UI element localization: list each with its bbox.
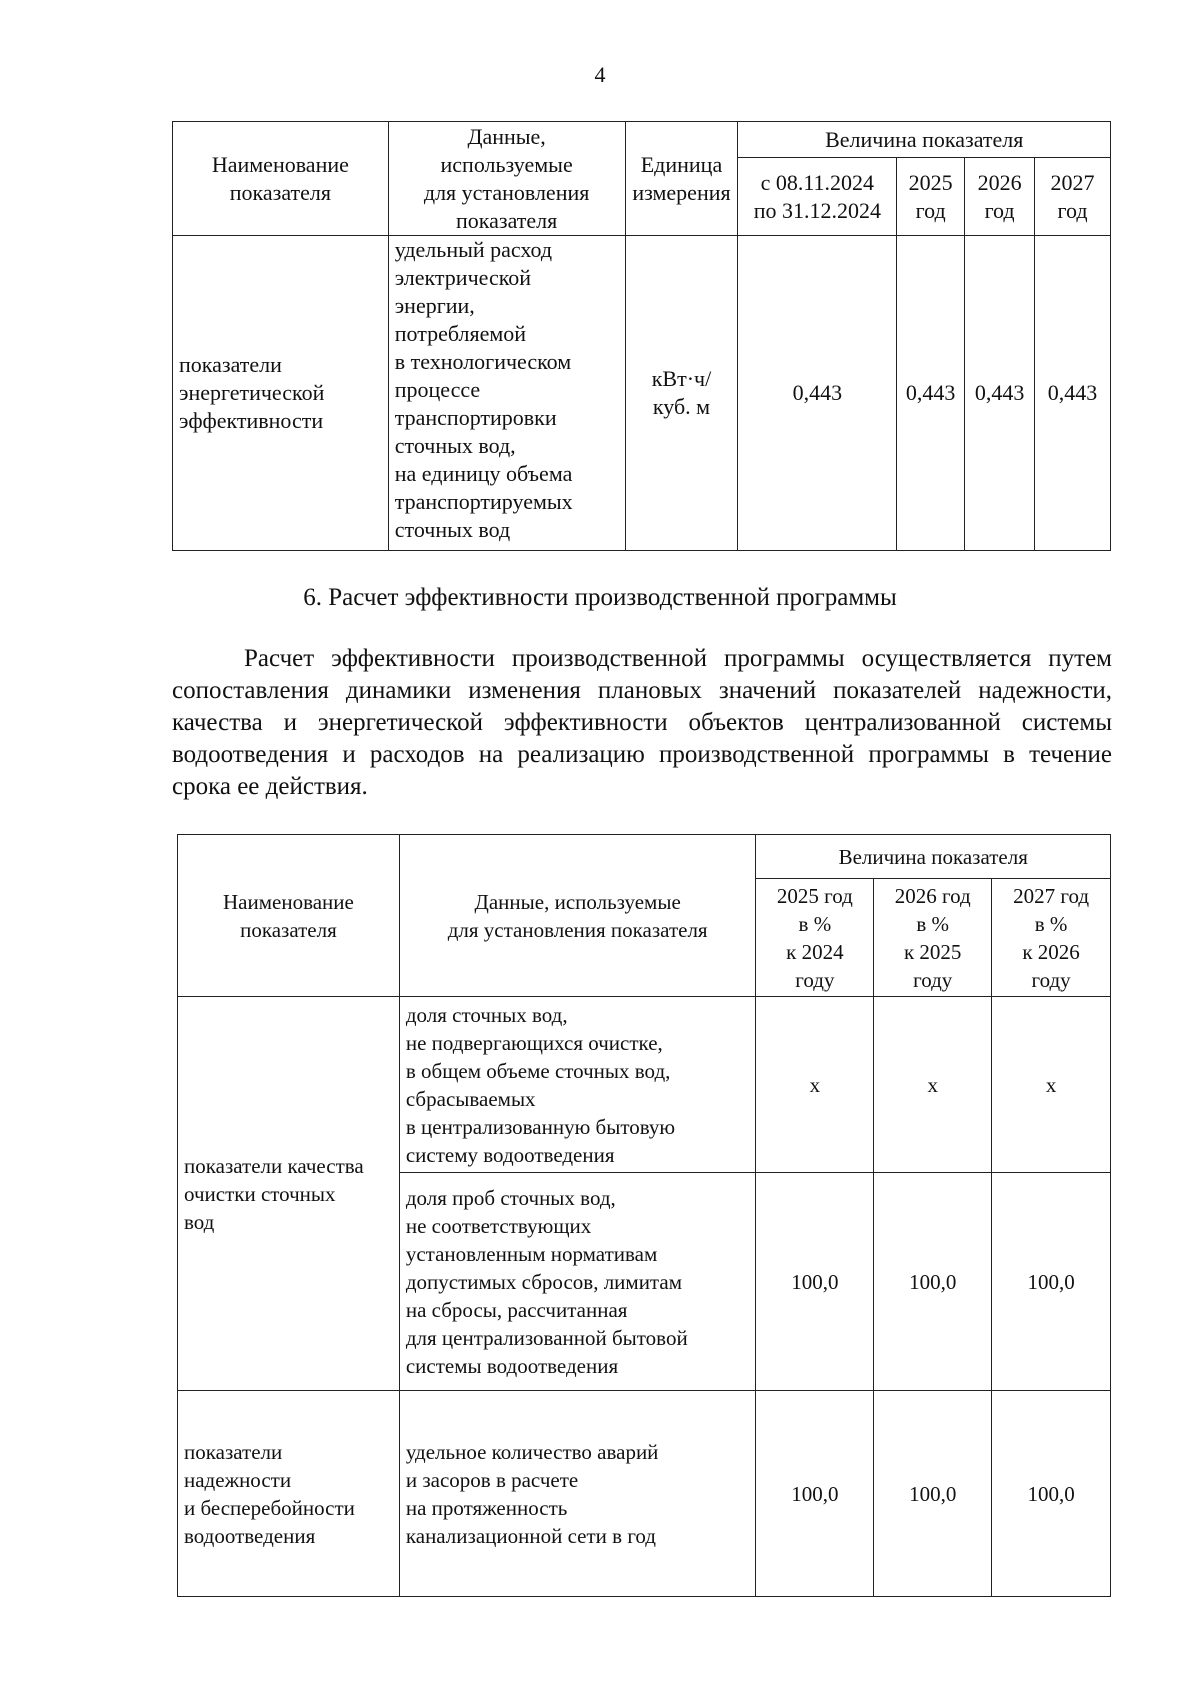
header-unit: Единица измерения bbox=[625, 122, 738, 236]
header-indicator-value: Величина показателя bbox=[756, 835, 1111, 879]
header-period: 2025 год в % к 2024 году bbox=[756, 879, 874, 997]
indicator-data: доля сточных вод, не подвергающихся очистке, в общем объеме сточных вод, сбрасываемых в централизованную бытовую систему водоотведения bbox=[399, 997, 756, 1173]
section-title: 6. Расчет эффективности производственной программы bbox=[303, 584, 897, 611]
indicator-data: удельный расход электрической энергии, потребляемой в технологическом процессе транспортировки сточных вод, на единицу объема транспортируемых сточных вод bbox=[388, 236, 625, 551]
indicator-group-name: показатели качества очистки сточных вод bbox=[178, 997, 400, 1391]
efficiency-calculation-table bbox=[177, 834, 1111, 1597]
indicator-value: 0,443 bbox=[965, 236, 1035, 551]
header-period: 2026 год bbox=[965, 158, 1035, 236]
header-period: 2027 год bbox=[1035, 158, 1111, 236]
page-number: 4 bbox=[594, 62, 606, 87]
indicator-value: 100,0 bbox=[756, 1391, 874, 1597]
table-row bbox=[173, 236, 1111, 551]
energy-efficiency-table bbox=[172, 121, 1111, 551]
indicator-value: х bbox=[756, 997, 874, 1173]
paragraph-text: Расчет эффективности производственной программы осуществляется путем сопоставления динамики изменения плановых значений показателей надежности, качества и энергетической эффективности объектов централизованной системы водоотведения и расходов на реализацию производственной программы в течение срока ее действия. bbox=[172, 645, 1112, 800]
header-period: с 08.11.2024 по 31.12.2024 bbox=[738, 158, 897, 236]
header-period: 2025 год bbox=[897, 158, 965, 236]
indicator-data: удельное количество аварий и засоров в расчете на протяженность канализационной сети в год bbox=[399, 1391, 756, 1597]
indicator-value: 100,0 bbox=[874, 1391, 992, 1597]
table-row bbox=[178, 997, 1111, 1173]
indicator-name: показатели надежности и бесперебойности водоотведения bbox=[178, 1391, 400, 1597]
header-indicator-name: Наименование показателя bbox=[173, 122, 389, 236]
indicator-data: доля проб сточных вод, не соответствующих установленным нормативам допустимых сбросов, лимитам на сбросы, рассчитанная для централизованной бытовой системы водоотведения bbox=[399, 1173, 756, 1391]
indicator-value: 0,443 bbox=[897, 236, 965, 551]
header-period: 2026 год в % к 2025 году bbox=[874, 879, 992, 997]
header-indicator-value: Величина показателя bbox=[738, 122, 1111, 158]
indicator-value: 0,443 bbox=[1035, 236, 1111, 551]
indicator-value: 100,0 bbox=[992, 1391, 1111, 1597]
header-indicator-data: Данные, используемые для установления показателя bbox=[399, 835, 756, 997]
indicator-value: х bbox=[992, 997, 1111, 1173]
header-period: 2027 год в % к 2026 году bbox=[992, 879, 1111, 997]
header-indicator-name: Наименование показателя bbox=[178, 835, 400, 997]
indicator-value: 100,0 bbox=[874, 1173, 992, 1391]
indicator-name: показатели энергетической эффективности bbox=[173, 236, 389, 551]
indicator-unit: кВт·ч/ куб. м bbox=[625, 236, 738, 551]
indicator-value: х bbox=[874, 997, 992, 1173]
body-paragraph bbox=[172, 643, 1112, 803]
indicator-value: 100,0 bbox=[992, 1173, 1111, 1391]
indicator-value: 100,0 bbox=[756, 1173, 874, 1391]
header-indicator-data: Данные, используемые для установления показателя bbox=[388, 122, 625, 236]
indicator-value: 0,443 bbox=[738, 236, 897, 551]
table-row bbox=[178, 1391, 1111, 1597]
